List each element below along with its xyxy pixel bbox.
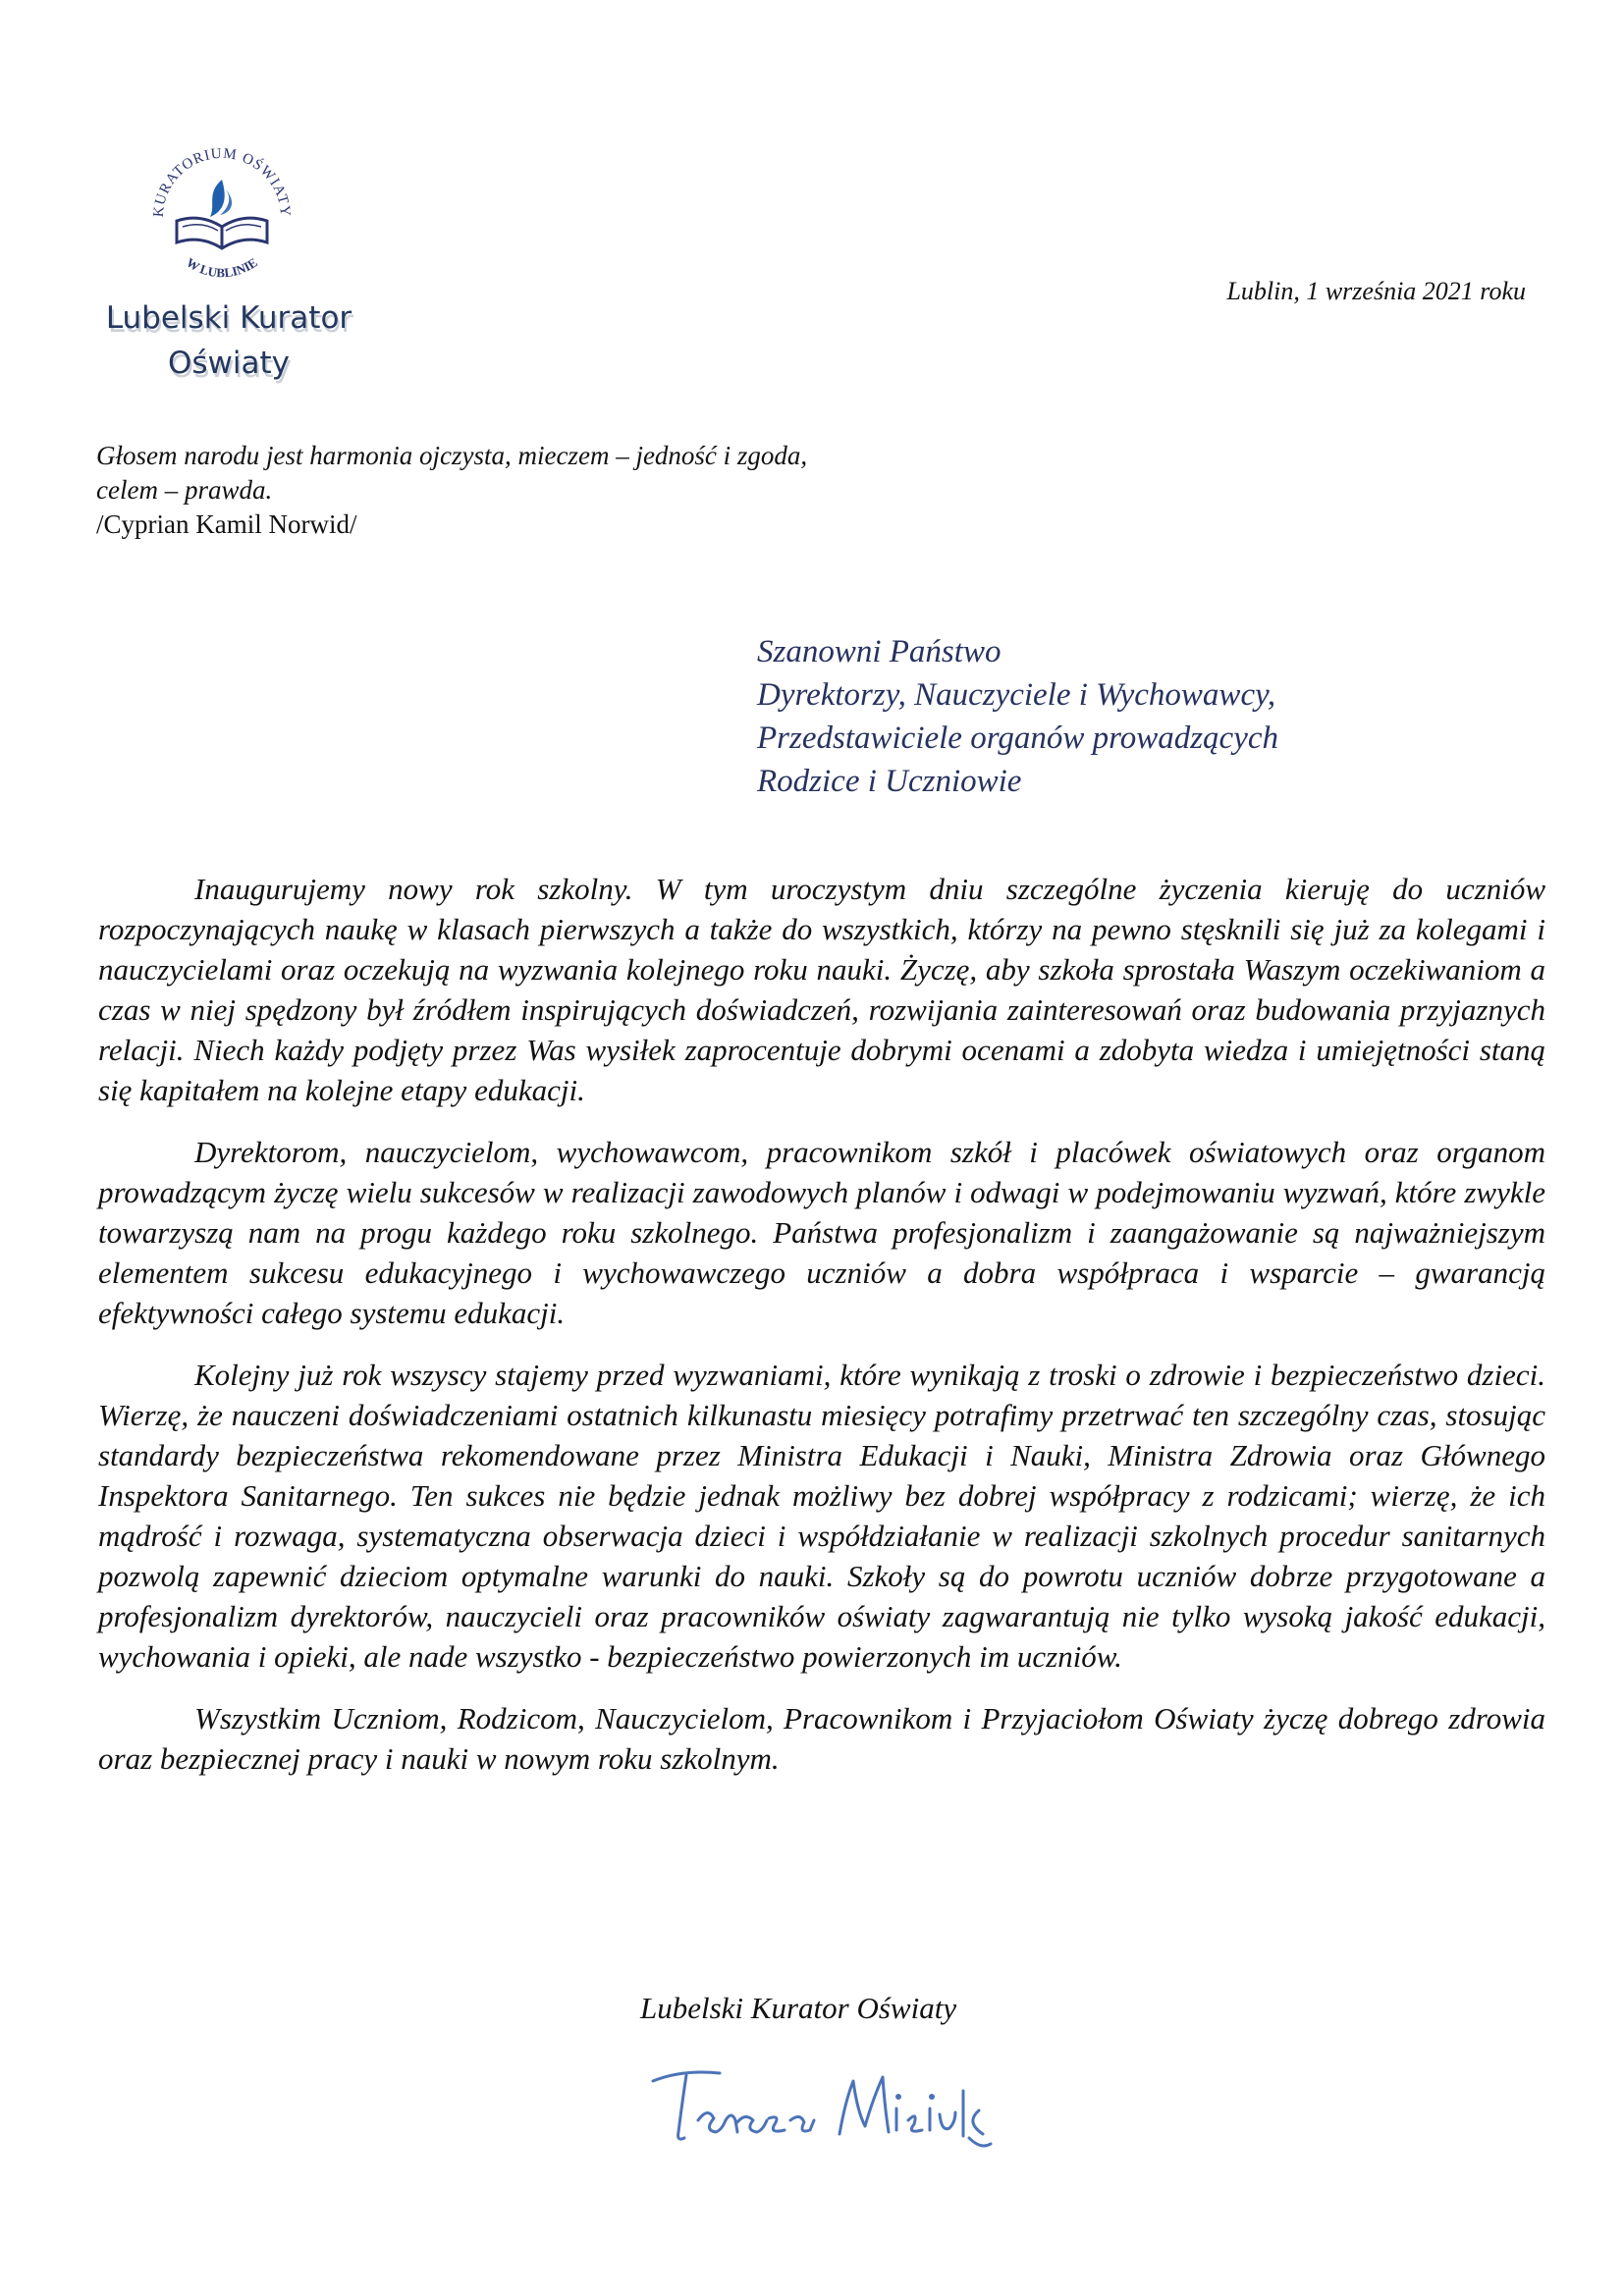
signature-title: Lubelski Kurator Oświaty [640,1991,957,2025]
letter-date: Lublin, 1 września 2021 roku [1226,277,1526,305]
body-paragraph-2: Dyrektorom, nauczycielom, wychowawcom, pracownikom szkół i placówek oświatowych oraz organom prowadzącym życzę wielu sukcesów w realizacji zawodowych planów i odwagi w podejmowaniu wyzwań, które zwykle towarzyszą nam na progu każdego roku szkolnego. Państwa profesjonalizm i zaangażowanie są najważniejszym elementem sukcesu edukacyjnego i wychowawczego uczniów a dobra współpraca i wsparcie – gwarancją efektywności całego systemu edukacji. [98,1135,1545,1330]
office-name [96,295,361,386]
salutation-line1: Szanowni Państwo [757,634,1001,669]
motto-line2: celem – prawda. [96,475,273,505]
letter-body [98,869,1545,1800]
body-paragraph-3: Kolejny już rok wszyscy stajemy przed wyzwaniami, które wynikają z troski o zdrowie i bezpieczeństwo dzieci. Wierzę, że nauczeni doświadczeniami ostatnich kilkunastu miesięcy potrafimy przetrwać ten szczególny czas, stosując standardy bezpieczeństwa rekomendowane przez Ministra Edukacji i Nauki, Ministra Zdrowia oraz Głównego Inspektora Sanitarnego. Ten sukces nie będzie jednak możliwy bez dobrej współpracy z rodzicami; wierzę, że ich mądrość i rozwaga, systematyczna obserwacja dzieci i współdziałanie w realizacji szkolnych procedur sanitarnych pozwolą zapewnić dzieciom optymalne warunki do nauki. Szkoły są do powrotu uczniów dobrze przygotowane a profesjonalizm dyrektorów, nauczycieli oraz pracowników oświaty zagwarantują nie tylko wysoką jakość edukacji, wychowania i opieki, ale nade wszystko - bezpieczeństwo powierzonych im uczniów. [98,1358,1545,1674]
office-logo [96,123,361,381]
office-name-line1: Lubelski Kurator [105,300,352,336]
body-paragraph-1: Inaugurujemy nowy rok szkolny. W tym uroczystym dniu szczególne życzenia kieruję do uczniów rozpoczynających naukę w klasach pierwszych a także do wszystkich, którzy na pewno stęsknili się już za kolegami i nauczycielami oraz oczekują na wyzwania kolejnego roku nauki. Życzę, aby szkoła sprostała Waszym oczekiwaniom a czas w niej spędzony był źródłem inspirujących doświadczeń, rozwijania zainteresowań oraz budowania przyjaznych relacji. Niech każdy podjęty przez Was wysiłek zaprocentuje dobrymi ocenami a zdobyta wiedza i umiejętności staną się kapitałem na kolejne etapy edukacji. [98,872,1545,1107]
salutation-line4: Rodzice i Uczniowie [757,764,1022,799]
salutation-line2: Dyrektorzy, Nauczyciele i Wychowawcy, [757,677,1276,713]
svg-text:KURATORIUM OŚWIATY: KURATORIUM OŚWIATY [150,145,294,218]
motto-author: /Cyprian Kamil Norwid/ [96,509,357,539]
svg-text:W LUBLINIE: W LUBLINIE [184,254,260,281]
salutation-line3: Przedstawiciele organów prowadzących [757,721,1278,756]
handwritten-signature [643,2052,997,2160]
office-name-line2: Oświaty [167,346,290,381]
motto-line1: Głosem narodu jest harmonia ojczysta, mieczem – jedność i zgoda, [96,441,808,470]
salutation [757,630,1543,803]
seal-emblem-icon [137,123,306,292]
body-paragraph-4: Wszystkim Uczniom, Rodzicom, Nauczycielom, Pracownikom i Przyjaciołom Oświaty życzę dobrego zdrowia oraz bezpiecznej pracy i nauki w nowym roku szkolnym. [98,1701,1545,1776]
motto-quote [96,439,980,542]
